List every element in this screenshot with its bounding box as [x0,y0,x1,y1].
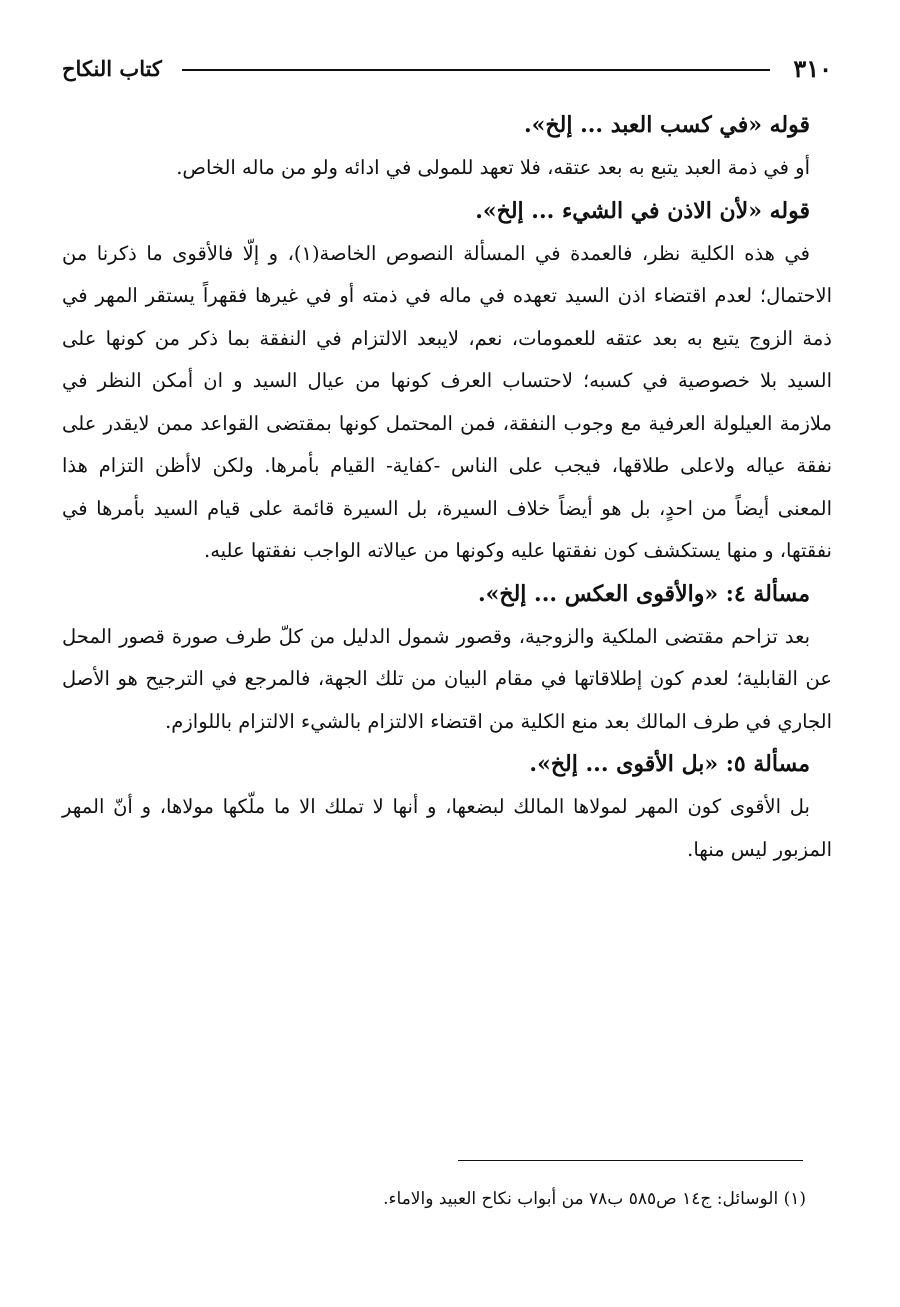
paragraph: في هذه الكلية نظر، فالعمدة في المسألة النصوص الخاصة(١)، و إلّا فالأقوى ما ذكرنا من الاحتمال؛ لعدم اقتضاء اذن السيد تعهده في ماله في ذمته أو في غيرها فقهراً يستقر المهر في ذمة الزوج يتبع به بعد عتقه للعمومات، نعم، لايبعد الالتزام في النفقة بما ذكر من كونها على السيد بلا خصوصية في كسبه؛ لاحتساب العرف كونها من عيال السيد و ان أمكن النظر في ملازمة العيلولة العرفية مع وجوب النفقة، فمن المحتمل كونها بمقتضى القواعد ممن لايقدر على نفقة عياله ولاعلى طلاقها، فيجب على الناس -كفاية- القيام بأمرها. ولكن لاأظن التزام هذا المعنى أيضاً من احدٍ، بل هو أيضاً خلاف السيرة، بل السيرة قائمة على قيام السيد بأمرها في نفقتها، و منها يستكشف كون نفقتها عليه وكونها من عيالاته الواجب نفقتها عليه. [62,241,832,562]
page-header [62,52,832,96]
paragraph: بل الأقوى كون المهر لمولاها المالك لبضعها، و أنها لا تملك الا ما ملّكها مولاها، و أنّ المهر المزبور ليس منها. [62,795,832,861]
page-number: ٣١٠ [793,54,832,83]
footnote: (١) الوسائل: ج١٤ ص٥٨٥ ب٧٨ من أبواب نكاح العبيد والاماء. [383,1189,806,1209]
section-heading: مسألة ٥: «بل الأقوى ... إلخ». [529,751,810,777]
section-heading: قوله «في كسب العبد ... إلخ». [524,112,810,138]
main-text [62,104,832,871]
paragraph: أو في ذمة العبد يتبع به بعد عتقه، فلا تعهد للمولى في ادائه ولو من ماله الخاص. [176,156,810,179]
running-title: كتاب النكاح [62,56,162,81]
header-rule [182,69,770,71]
footnote-separator [458,1160,803,1161]
paragraph: بعد تزاحم مقتضى الملكية والزوجية، وقصور شمول الدليل من كلّ طرف صورة قصور المحل عن القابلية؛ لعدم كون إطلاقاتها في مقام البيان من تلك الجهة، فالمرجع في الترجيح هو الأصل الجاري في طرف المالك بعد منع الكلية من اقتضاء الالتزام بالشيء الالتزام باللوازم. [62,624,832,733]
section-heading: مسألة ٤: «والأقوى العكس ... إلخ». [477,580,810,607]
section-heading: قوله «لأن الاذن في الشيء ... إلخ». [475,197,810,224]
